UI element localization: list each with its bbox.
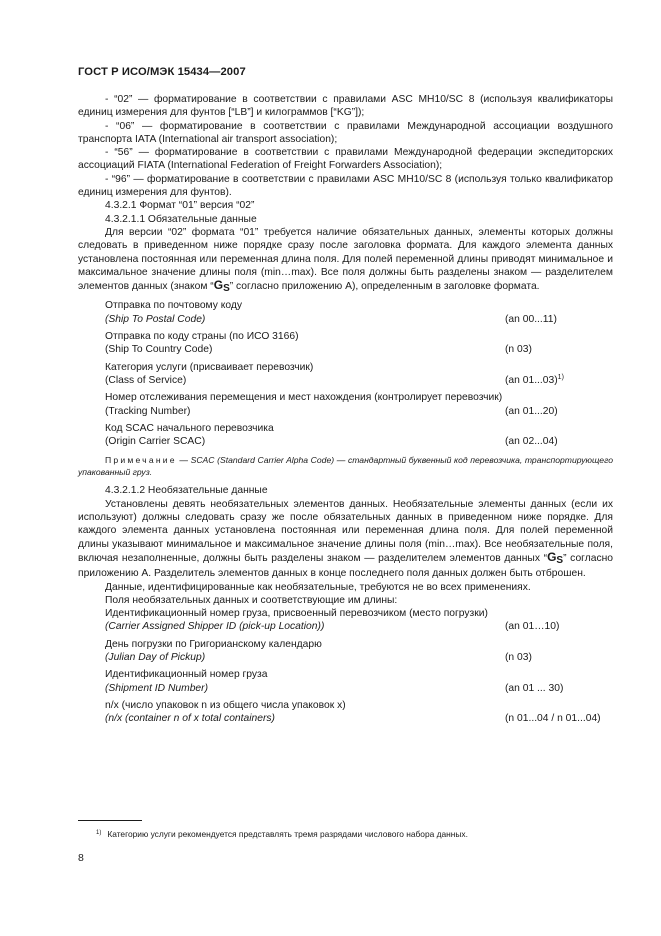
optional-paragraph-3: Поля необязательных данных и соответствующие им длины: xyxy=(105,594,398,606)
field-carrier-assigned-shipper-id: Идентификационный номер груза, присвоенный перевозчиком (место погрузки) (Carrier Assigned Shipper ID (pick-up Location)) (an 01…10) xyxy=(78,607,613,634)
list-item-06: - “06” — форматирование в соответствии с правилами Международной ассоциации воздушного транспорта IATA (International air transport association); xyxy=(78,120,613,145)
gs-symbol: $G_S$ xyxy=(213,278,230,295)
optional-text-b: ” согласно приложению А. Разделитель элементов данных в конце последнего поля данных должен быть отброшен. xyxy=(78,552,614,580)
page-body xyxy=(78,93,613,725)
field-shipment-id-number: Идентификационный номер груза (Shipment ID Number) (an 01 ... 30) xyxy=(78,668,613,695)
field-length: (n 03) xyxy=(505,344,532,356)
field-julian-day-of-pickup: День погрузки по Григорианскому календарю (Julian Day of Pickup) (n 03) xyxy=(78,638,613,665)
section-heading-43212: 4.3.2.1.2 Необязательные данные xyxy=(105,485,268,497)
footnote-text: Категорию услуги рекомендуется представлять тремя разрядами числового набора данных. xyxy=(107,829,468,839)
optional-paragraph-2: Данные, идентифицированные как необязательные, требуются не во всех применениях. xyxy=(105,581,531,593)
page-number: 8 xyxy=(78,852,84,864)
field-tracking-number: Номер отслеживания перемещения и мест нахождения (контролирует перевозчик) (Tracking Number) (an 01...20) xyxy=(78,391,613,418)
footnote-mark: 1) xyxy=(96,830,102,836)
footnote-ref[interactable]: 1) xyxy=(557,373,564,381)
section-heading-43211: 4.3.2.1.1 Обязательные данные xyxy=(105,213,257,225)
field-class-of-service: Категория услуги (присваивает перевозчик) (Class of Service) (an 01...03)$^{1)}$ xyxy=(78,361,613,388)
field-n-of-x: n/x (число упаковок n из общего числа упаковок x) (n/x (container n of x total containers) (n 01...04 / n 01...04) xyxy=(78,699,613,726)
mandatory-text-b: ” согласно приложению А), определенным в заголовке формата. xyxy=(229,281,540,293)
optional-text-a: Установлены девять необязательных элементов данных. Необязательные элементы данных (если их используют) должны следовать сразу же после обязательных данных в приведенном ниже порядке. Для каждого элемента данных установлена постоянная или переменная длина поля. Для полей переменной длины указывают минимальное и максимальное значение длины поля (min…max). Все необязательные поля, включая незаполненные, должны быть разделены знаком — разделителем элементов данных “ xyxy=(78,498,613,564)
field-ship-to-postal-code: Отправка по почтовому коду (Ship To Postal Code) (an 00...11) xyxy=(78,299,613,326)
footnote-divider xyxy=(78,820,142,821)
field-origin-carrier-scac: Код SCAC начального перевозчика (Origin Carrier SCAC) (an 02...04) xyxy=(78,422,613,449)
mandatory-paragraph xyxy=(78,226,613,295)
note-text: — SCAC (Standard Carrier Alpha Code) — стандартный буквенный код перевозчика, транспортирующего упакованный груз. xyxy=(78,455,614,478)
footnote xyxy=(96,828,468,840)
field-length: (an 01…10) xyxy=(505,621,560,633)
section-heading-4321: 4.3.2.1 Формат “01” версия “02” xyxy=(105,200,255,212)
field-length: (n 03) xyxy=(505,651,532,663)
optional-paragraph xyxy=(78,498,613,581)
list-item-56: - “56” — форматирование в соответствии с правилами Международной федерации экспедиторских ассоциаций FIATA (International Federation of Freight Forwarders Association); xyxy=(78,147,613,172)
field-length: (an 01...20) xyxy=(505,405,558,417)
field-length: (an 00...11) xyxy=(505,313,557,325)
list-item-02: - “02” — форматирование в соответствии с правилами ASC MH10/SC 8 (используя квалификаторы единиц измерения для фунтов [“LB”] и килограммов [“KG”]); xyxy=(78,94,613,119)
field-length: (an 01...03)$^{1)}$ xyxy=(505,373,564,386)
field-length: (an 01 ... 30) xyxy=(505,682,564,694)
note-label: Примечание xyxy=(105,455,177,466)
mandatory-text-a: Для версии “02” формата “01” требуется наличие обязательных данных, элементы которых должны следовать в приведенном ниже порядке сразу после заголовка формата. Для каждого элемента данных установлена постоянная или переменная длина поля. Для полей переменной длины приводят минимальное и максимальное значение длины поля (min…max). Все поля должны быть разделены знаком — разделителем элементов данных (знаком “ xyxy=(78,226,613,293)
gs-symbol: $G_S$ xyxy=(547,549,564,566)
page-header: ГОСТ Р ИСО/МЭК 15434—2007 xyxy=(78,66,246,78)
note xyxy=(78,454,613,478)
field-length: (n 01...04 / n 01...04) xyxy=(505,713,601,725)
list-item-96: - “96” — форматирование в соответствии с правилами ASC MH10/SC 8 (используя только квалификатор единиц измерения для фунтов). xyxy=(78,173,613,199)
field-length: (an 02...04) xyxy=(505,436,558,448)
field-ship-to-country-code: Отправка по коду страны (по ИСО 3166) (Ship To Country Code) (n 03) xyxy=(78,330,613,357)
